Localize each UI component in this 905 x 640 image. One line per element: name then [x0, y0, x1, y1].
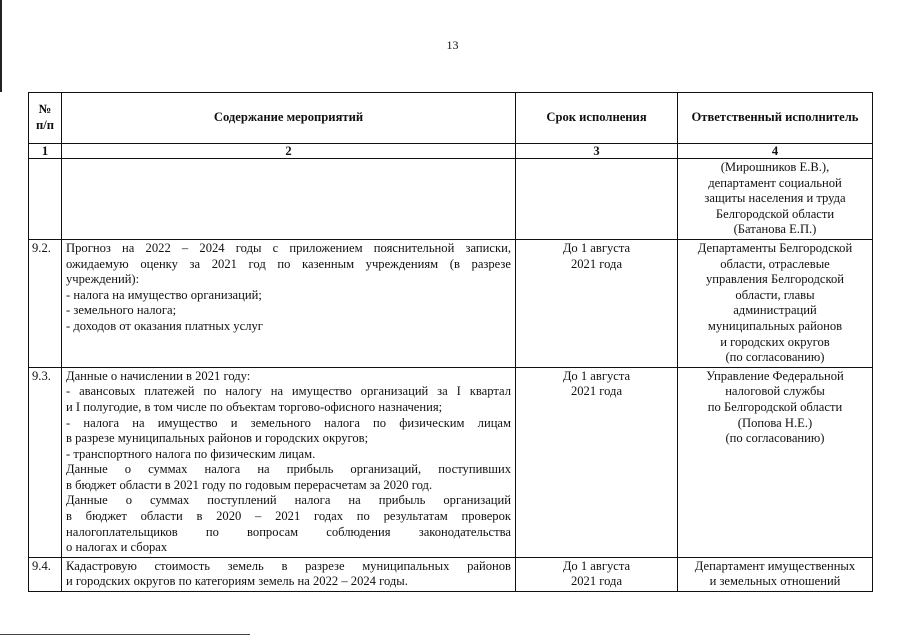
content-line: учреждений):: [66, 272, 140, 287]
content-line: и городских округов по категориям земель на 2022 – 2024 годы.: [66, 574, 408, 589]
term-line: До 1 августа: [562, 240, 631, 255]
row-term: [516, 239, 678, 367]
content-line: в бюджет области в 2020 – 2021 годах по результатам проверок: [66, 509, 511, 524]
responsible-line: муниципальных районов: [707, 318, 843, 333]
header-no: № п/п: [29, 93, 62, 144]
responsible-line: управления Белгородской: [706, 272, 844, 287]
responsible-line: Департаменты Белгородской: [697, 240, 853, 255]
term-line: 2021 года: [570, 384, 623, 399]
row-number: 9.2.: [29, 239, 62, 367]
header-row: [29, 93, 873, 144]
content-line: Данные о суммах поступлений налога на прибыль организаций: [66, 493, 511, 508]
row-responsible: [678, 239, 873, 367]
responsible-line: департамент социальной: [708, 175, 842, 190]
column-number: 1: [29, 144, 62, 159]
row-number: 9.4.: [29, 557, 62, 591]
column-number: 3: [516, 144, 678, 159]
table-row: [29, 239, 873, 367]
column-number: 2: [62, 144, 516, 159]
responsible-line: защиты населения и труда: [704, 191, 846, 206]
content-line: налогоплательщиков по вопросам соблюдения законодательства: [66, 524, 511, 539]
header-content: Содержание мероприятий: [62, 93, 516, 144]
responsible-line: (Мирошников Е.В.),: [720, 160, 830, 174]
row-term: [516, 159, 678, 240]
row-responsible: [678, 367, 873, 557]
row-content: [62, 159, 516, 240]
responsible-line: администраций: [733, 303, 817, 318]
responsible-line: Управление Федеральной: [706, 368, 844, 383]
responsible-line: Белгородской области: [715, 206, 835, 221]
content-line: в бюджет области в 2021 году по годовым перерасчетам за 2020 год.: [66, 477, 433, 492]
header-term: Срок исполнения: [516, 93, 678, 144]
responsible-line: (Батанова Е.П.): [733, 222, 817, 237]
header-responsible: Ответственный исполнитель: [678, 93, 873, 144]
responsible-line: области, отраслевые: [720, 256, 830, 271]
content-line: - налога на имущество организаций;: [66, 287, 262, 302]
table-row: [29, 367, 873, 557]
row-content: [62, 557, 516, 591]
content-line: - налога на имущество и земельного налога по физическим лицам: [66, 415, 511, 430]
table-row: [29, 557, 873, 591]
content-line: ожидаемую оценку за 2021 год по казенным учреждениям (в разрезе: [66, 256, 511, 271]
content-line: - земельного налога;: [66, 303, 177, 318]
bottom-margin-rule: [0, 634, 250, 635]
content-line: в разрезе муниципальных районов и городских округов;: [66, 431, 369, 446]
column-number-row: [29, 144, 873, 159]
responsible-line: области, главы: [735, 287, 815, 302]
page-number: 13: [446, 38, 459, 52]
content-line: и I полугодие, в том числе по объектам торгово-офисного назначения;: [66, 399, 443, 414]
continuation-row: [29, 159, 873, 240]
row-number: [29, 159, 62, 240]
responsible-line: (по согласованию): [725, 350, 825, 365]
row-content: [62, 239, 516, 367]
responsible-line: по Белгородской области: [707, 399, 843, 414]
responsible-line: налоговой службы: [725, 384, 825, 399]
row-content: [62, 367, 516, 557]
content-line: Данные о начислении в 2021 году:: [66, 368, 251, 383]
content-line: о налогах и сборах: [66, 540, 168, 555]
row-responsible: [678, 557, 873, 591]
term-line: До 1 августа: [562, 368, 631, 383]
activities-table: [28, 92, 873, 592]
content-line: Прогноз на 2022 – 2024 годы с приложением пояснительной записки,: [66, 240, 511, 255]
responsible-line: и земельных отношений: [709, 574, 841, 589]
row-number: 9.3.: [29, 367, 62, 557]
row-term: [516, 557, 678, 591]
term-line: 2021 года: [570, 256, 623, 271]
responsible-line: Департамент имущественных: [694, 558, 856, 573]
content-line: - транспортного налога по физическим лицам.: [66, 446, 316, 461]
row-responsible: [678, 159, 873, 240]
content-line: Данные о суммах налога на прибыль организаций, поступивших: [66, 462, 511, 477]
content-line: - доходов от оказания платных услуг: [66, 318, 263, 333]
content-line: Кадастровую стоимость земель в разрезе муниципальных районов: [66, 558, 511, 573]
responsible-line: (Попова Н.Е.): [737, 415, 813, 430]
term-line: До 1 августа: [562, 558, 631, 573]
responsible-line: (по согласованию): [725, 431, 825, 446]
content-line: - авансовых платежей по налогу на имущество организаций за I квартал: [66, 384, 511, 399]
row-term: [516, 367, 678, 557]
responsible-line: и городских округов: [720, 334, 830, 349]
column-number: 4: [678, 144, 873, 159]
term-line: 2021 года: [570, 574, 623, 589]
